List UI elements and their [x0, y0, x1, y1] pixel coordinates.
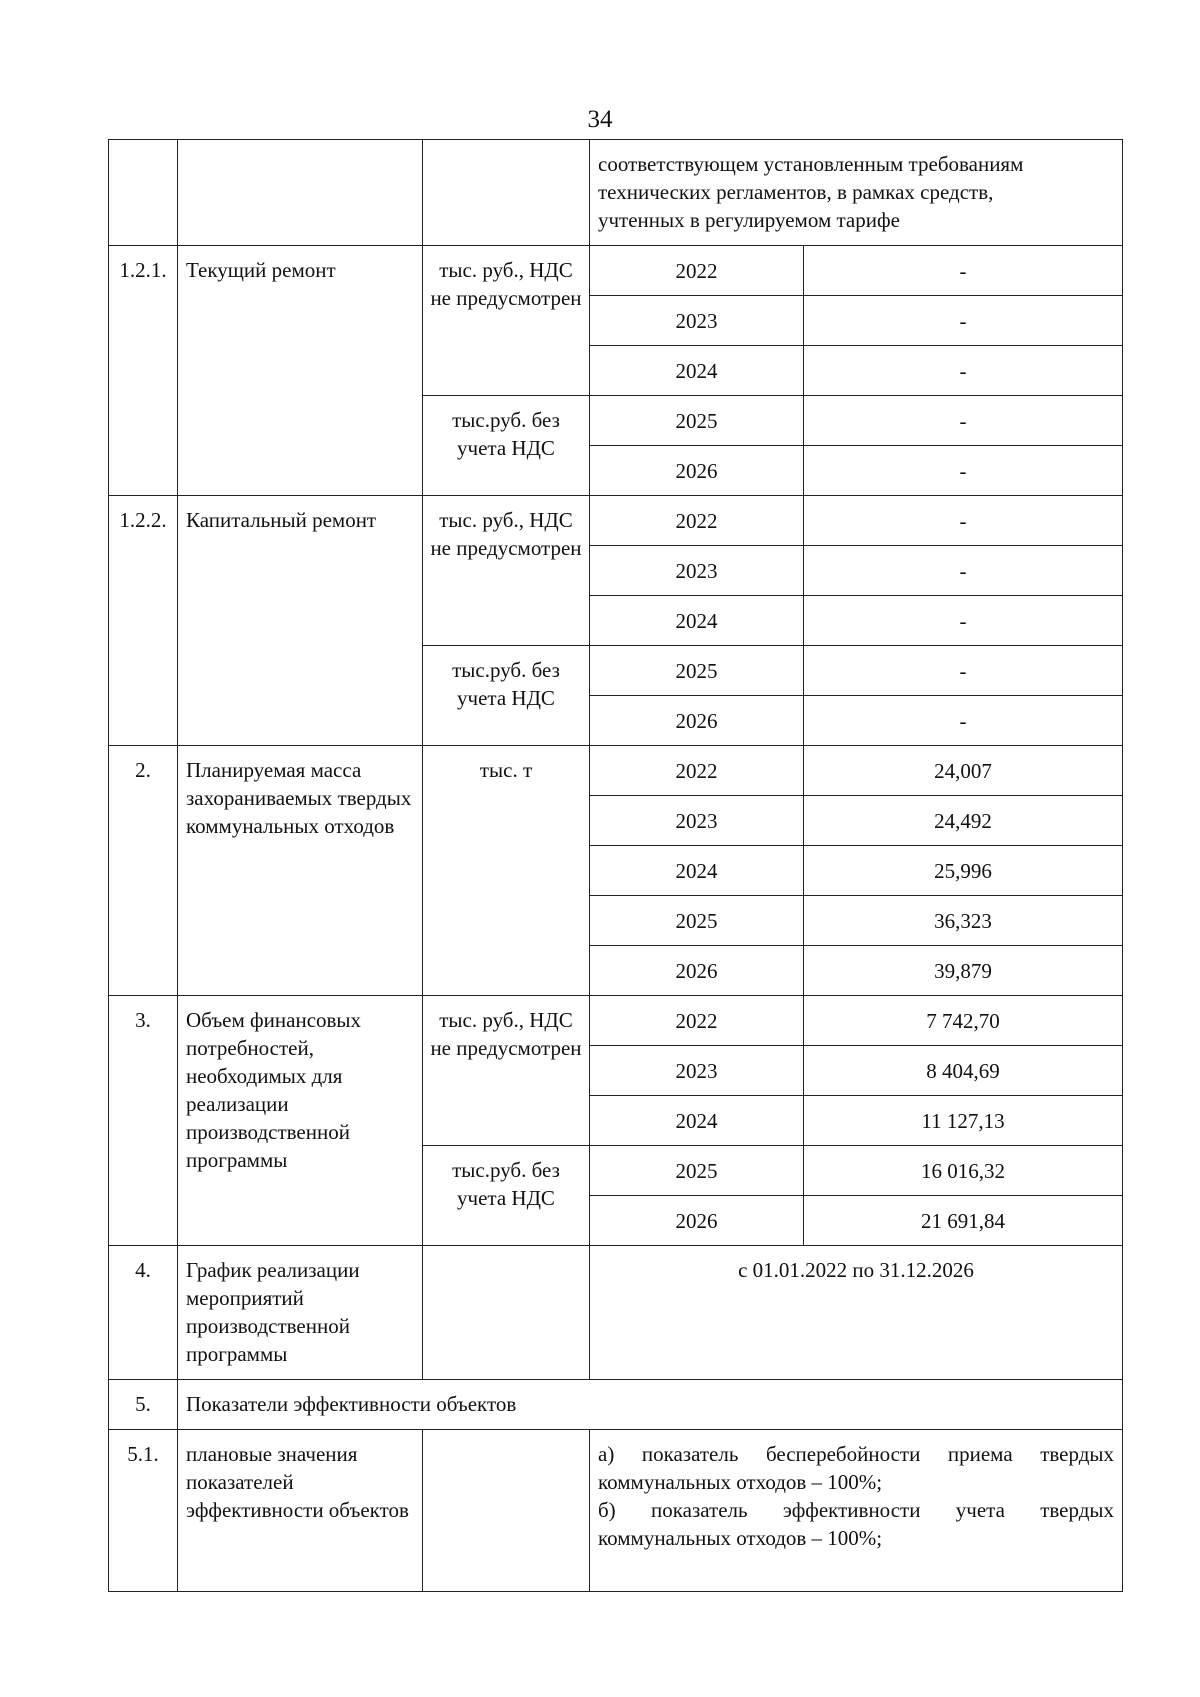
year-cell: 2022: [590, 996, 804, 1046]
year-cell: 2026: [590, 446, 804, 496]
unit-label: тыс. т: [423, 746, 590, 996]
value-cell: -: [804, 296, 1123, 346]
row-number: 3.: [109, 996, 178, 1246]
unit-label: тыс.руб. без учета НДС: [423, 1146, 590, 1246]
row-name: График реализации мероприятий производственной программы: [178, 1246, 423, 1380]
indicator-a: а) показатель бесперебойности приема твердых коммунальных отходов – 100%;: [598, 1442, 1115, 1494]
unit-label: тыс. руб., НДС не предусмотрен: [423, 246, 590, 396]
unit-label: тыс.руб. без учета НДС: [423, 646, 590, 746]
cell-empty: [109, 140, 178, 246]
year-cell: 2026: [590, 946, 804, 996]
cell-empty: [423, 140, 590, 246]
row-number: 1.2.2.: [109, 496, 178, 746]
schedule-period: с 01.01.2022 по 31.12.2026: [590, 1246, 1123, 1380]
indicator-b-line2: коммунальных отходов – 100%;: [598, 1526, 883, 1550]
cell-empty: [423, 1246, 590, 1380]
value-cell: 7 742,70: [804, 996, 1123, 1046]
value-cell: 11 127,13: [804, 1096, 1123, 1146]
year-cell: 2022: [590, 246, 804, 296]
unit-label: тыс. руб., НДС не предусмотрен: [423, 496, 590, 646]
continuation-row: [109, 140, 1123, 246]
value-cell: 24,007: [804, 746, 1123, 796]
value-cell: 25,996: [804, 846, 1123, 896]
value-cell: -: [804, 496, 1123, 546]
efficiency-indicators: [590, 1430, 1123, 1592]
table-row: [109, 246, 1123, 296]
value-cell: -: [804, 546, 1123, 596]
row-number: 4.: [109, 1246, 178, 1380]
value-cell: 21 691,84: [804, 1196, 1123, 1246]
row-number: 1.2.1.: [109, 246, 178, 496]
year-cell: 2023: [590, 546, 804, 596]
indicator-b-line1: б) показатель эффективности учета твердых: [598, 1498, 1115, 1522]
cell-empty: [423, 1430, 590, 1592]
year-cell: 2024: [590, 596, 804, 646]
efficiency-plan-row: [109, 1430, 1123, 1592]
value-cell: 16 016,32: [804, 1146, 1123, 1196]
year-cell: 2024: [590, 846, 804, 896]
value-cell: -: [804, 246, 1123, 296]
year-cell: 2022: [590, 746, 804, 796]
year-cell: 2025: [590, 896, 804, 946]
section-title: Показатели эффективности объектов: [178, 1380, 1123, 1430]
year-cell: 2025: [590, 396, 804, 446]
row-name: Капитальный ремонт: [178, 496, 423, 746]
program-table: [108, 139, 1123, 1592]
value-cell: -: [804, 696, 1123, 746]
unit-label: тыс. руб., НДС не предусмотрен: [423, 996, 590, 1146]
table-row: [109, 996, 1123, 1046]
year-cell: 2025: [590, 1146, 804, 1196]
row-number: 2.: [109, 746, 178, 996]
row-number: 5.1.: [109, 1430, 178, 1592]
year-cell: 2023: [590, 1046, 804, 1096]
year-cell: 2026: [590, 1196, 804, 1246]
value-cell: -: [804, 396, 1123, 446]
efficiency-header-row: [109, 1380, 1123, 1430]
cell-empty: [178, 140, 423, 246]
value-cell: 8 404,69: [804, 1046, 1123, 1096]
table-row: [109, 496, 1123, 546]
row-name: плановые значения показателей эффективности объектов: [178, 1430, 423, 1592]
value-cell: -: [804, 446, 1123, 496]
value-cell: -: [804, 346, 1123, 396]
unit-label: тыс.руб. без учета НДС: [423, 396, 590, 496]
year-cell: 2025: [590, 646, 804, 696]
row-number: 5.: [109, 1380, 178, 1430]
table-row: [109, 746, 1123, 796]
value-cell: -: [804, 596, 1123, 646]
year-cell: 2024: [590, 346, 804, 396]
year-cell: 2023: [590, 796, 804, 846]
value-cell: -: [804, 646, 1123, 696]
continuation-text: соответствующем установленным требованиям технических регламентов, в рамках средств, учтенных в регулируемом тарифе: [590, 140, 1123, 246]
year-cell: 2024: [590, 1096, 804, 1146]
row-name: Планируемая масса захораниваемых твердых коммунальных отходов: [178, 746, 423, 996]
value-cell: 36,323: [804, 896, 1123, 946]
value-cell: 24,492: [804, 796, 1123, 846]
year-cell: 2022: [590, 496, 804, 546]
value-cell: 39,879: [804, 946, 1123, 996]
row-name: Объем финансовых потребностей, необходимых для реализации производственной программы: [178, 996, 423, 1246]
row-name: Текущий ремонт: [178, 246, 423, 496]
schedule-row: [109, 1246, 1123, 1380]
page-number: 34: [587, 106, 613, 133]
year-cell: 2023: [590, 296, 804, 346]
year-cell: 2026: [590, 696, 804, 746]
